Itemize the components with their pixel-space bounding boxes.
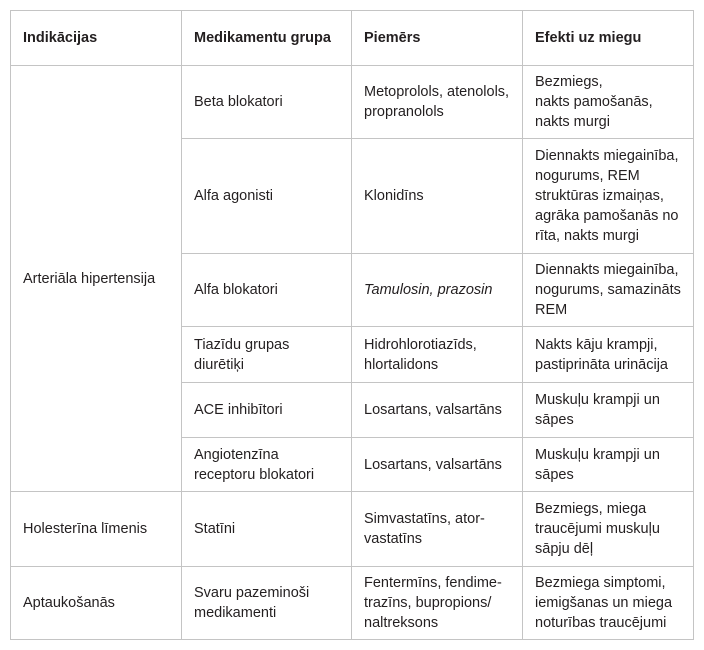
example-cell: Fentermīns, fendime- trazīns, bupropions/ naltreksons xyxy=(352,567,523,640)
example-cell: Losartans, valsartāns xyxy=(352,383,523,438)
table-row xyxy=(11,66,694,139)
indication-cell: Arteriāla hipertensija xyxy=(11,66,182,492)
example-cell: Klonidīns xyxy=(352,139,523,254)
header-cell-indications: Indikācijas xyxy=(11,11,182,66)
header-cell-example: Piemērs xyxy=(352,11,523,66)
table-row xyxy=(11,492,694,567)
example-cell: Losartans, valsartāns xyxy=(352,438,523,492)
medication-sleep-effects-table xyxy=(10,10,694,640)
table-row xyxy=(11,567,694,640)
group-cell: Alfa blokatori xyxy=(182,254,352,327)
example-cell: Hidrohlorotiazīds, hlortalidons xyxy=(352,327,523,383)
effects-cell: Muskuļu krampji un sāpes xyxy=(523,438,694,492)
group-cell: Alfa agonisti xyxy=(182,139,352,254)
header-cell-medication-group: Medikamentu grupa xyxy=(182,11,352,66)
example-cell: Simvastatīns, ator- vastatīns xyxy=(352,492,523,567)
group-cell: Svaru pazeminoši medikamenti xyxy=(182,567,352,640)
example-cell: Metoprolols, atenolols, propranolols xyxy=(352,66,523,139)
effects-cell: Diennakts miegainība, nogurums, samazināts REM xyxy=(523,254,694,327)
header-row xyxy=(11,11,694,66)
indication-cell: Holesterīna līmenis xyxy=(11,492,182,567)
group-cell: Tiazīdu grupas diurētiķi xyxy=(182,327,352,383)
group-cell: Beta blokatori xyxy=(182,66,352,139)
effects-cell: Bezmiegs, miega traucējumi muskuļu sāpju dēļ xyxy=(523,492,694,567)
effects-cell: Bezmiega simptomi, iemigšanas un miega noturības traucējumi xyxy=(523,567,694,640)
group-cell: ACE inhibītori xyxy=(182,383,352,438)
effects-cell: Diennakts miegainība, nogurums, REM struktūras izmaiņas, agrāka pamošanās no rīta, nakts murgi xyxy=(523,139,694,254)
effects-cell: Muskuļu krampji un sāpes xyxy=(523,383,694,438)
header-cell-sleep-effects: Efekti uz miegu xyxy=(523,11,694,66)
effects-cell: Nakts kāju krampji, pastiprināta urinācija xyxy=(523,327,694,383)
example-cell: Tamulosin, prazosin xyxy=(352,254,523,327)
effects-cell: Bezmiegs, nakts pamošanās, nakts murgi xyxy=(523,66,694,139)
indication-cell: Aptaukošanās xyxy=(11,567,182,640)
group-cell: Statīni xyxy=(182,492,352,567)
group-cell: Angiotenzīna receptoru blokatori xyxy=(182,438,352,492)
